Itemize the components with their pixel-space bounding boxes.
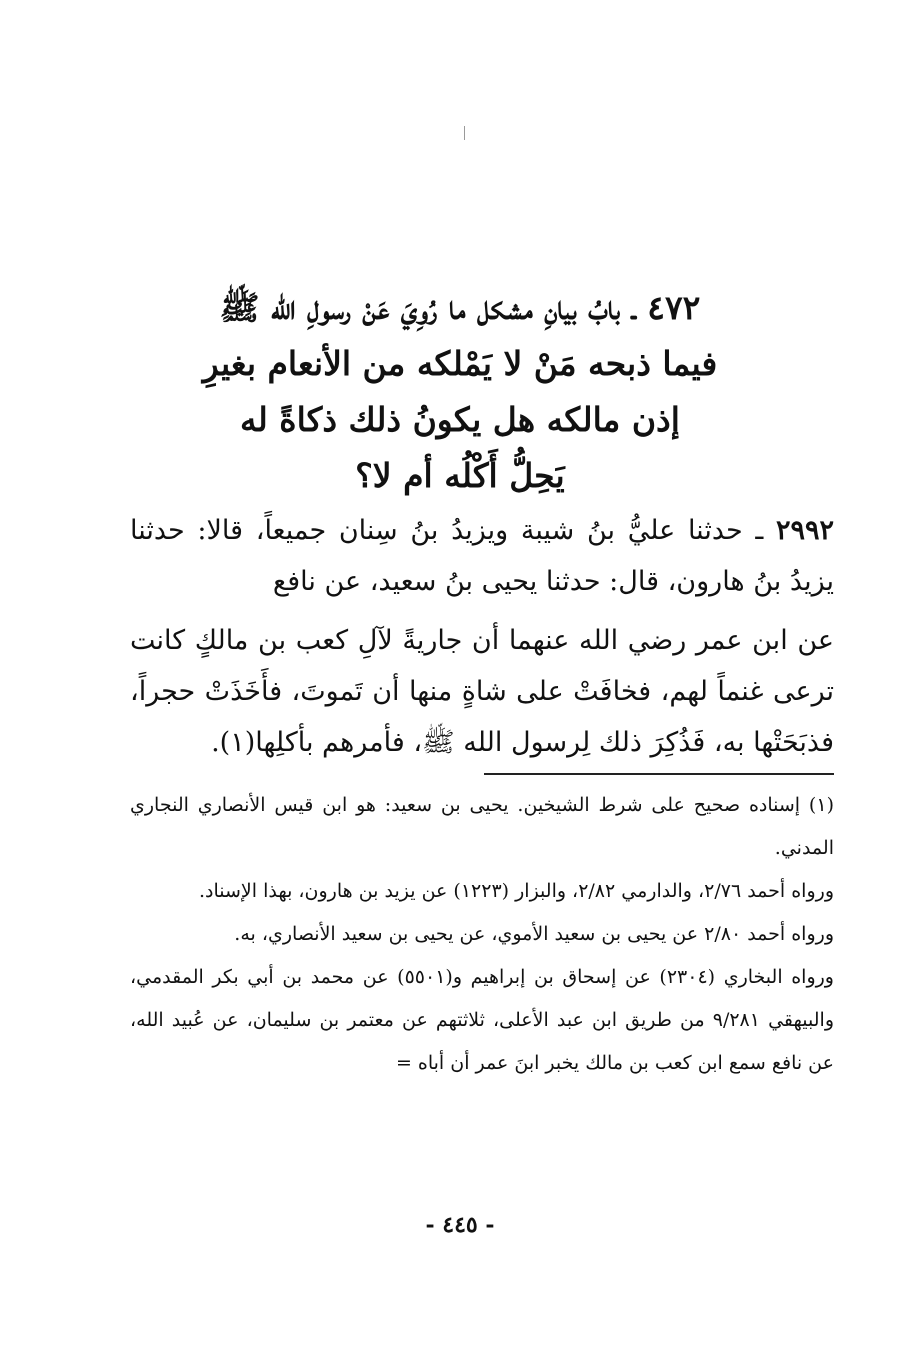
footnote-2: ورواه أحمد ٢/٧٦، والدارمي ٢/٨٢، والبزار (١٢٢٣) عن يزيد بن هارون، بهذا الإسناد. <box>198 880 834 902</box>
hadith-isnad-block <box>130 505 834 607</box>
footnotes <box>130 784 834 1085</box>
footnote-3: ورواه أحمد ٢/٨٠ عن يحيى بن سعيد الأموي، عن يحيى بن سعيد الأنصاري، به. <box>234 923 834 945</box>
footnote-4: ورواه البخاري (٢٣٠٤) عن إسحاق بن إبراهيم و(٥٥٠١) عن محمد بن أبي بكر المقدمي، والبيهقي ٩/٢٨١ من طريق ابن عبد الأعلى، ثلاثتهم عن معتمر بن سليمان، عن عُبيد الله، عن نافع سمع ابن كعب بن مالك يخبر ابنَ عمر أن أباه = <box>130 966 834 1074</box>
hadith-matn: عن ابن عمر رضي الله عنهما أن جاريةً لآلِ كعب بن مالكٍ كانت ترعى غنماً لهم، فخافَتْ على شاةٍ منها أن تَموتَ، فأَخَذَتْ حجراً، فذبَحَتْها به، فَذُكِرَ ذلك لِرسول الله ﷺ، فأمرهم بأكلِها(١). <box>130 625 834 758</box>
chapter-heading-line-2: فيما ذبحه مَنْ لا يَمْلكه من الأنعام بغيرِ <box>202 344 718 383</box>
chapter-heading-line-1: ٤٧٢ ـ بابُ بيانِ مشكل ما رُوِيَ عَنْ رسولِ الله ﷺ <box>219 288 701 327</box>
page-number: - ٤٤٥ - <box>425 1212 495 1238</box>
chapter-heading-line-4: يَحِلُّ أَكْلُه أم لا؟ <box>355 456 565 495</box>
scan-tick-mark <box>464 126 465 140</box>
chapter-heading-line-3: إذن مالكه هل يكونُ ذلك ذكاةً له <box>240 400 680 439</box>
footnote-1: (١) إسناده صحيح على شرط الشيخين. يحيى بن سعيد: هو ابن قيس الأنصاري النجاري المدني. <box>130 794 834 859</box>
hadith-matn-block <box>130 615 834 768</box>
chapter-heading <box>130 280 790 504</box>
hadith-number: ٢٩٩٢ <box>775 515 834 546</box>
footnote-divider <box>484 773 834 775</box>
hadith-isnad <box>130 505 834 607</box>
hadith-isnad-text: ـ حدثنا عليُّ بنُ شيبة ويزيدُ بنُ سِنان جميعاً، قالا: حدثنا يزيدُ بنُ هارون، قال: حدثنا يحيى بنُ سعيد، عن نافع <box>130 515 834 597</box>
